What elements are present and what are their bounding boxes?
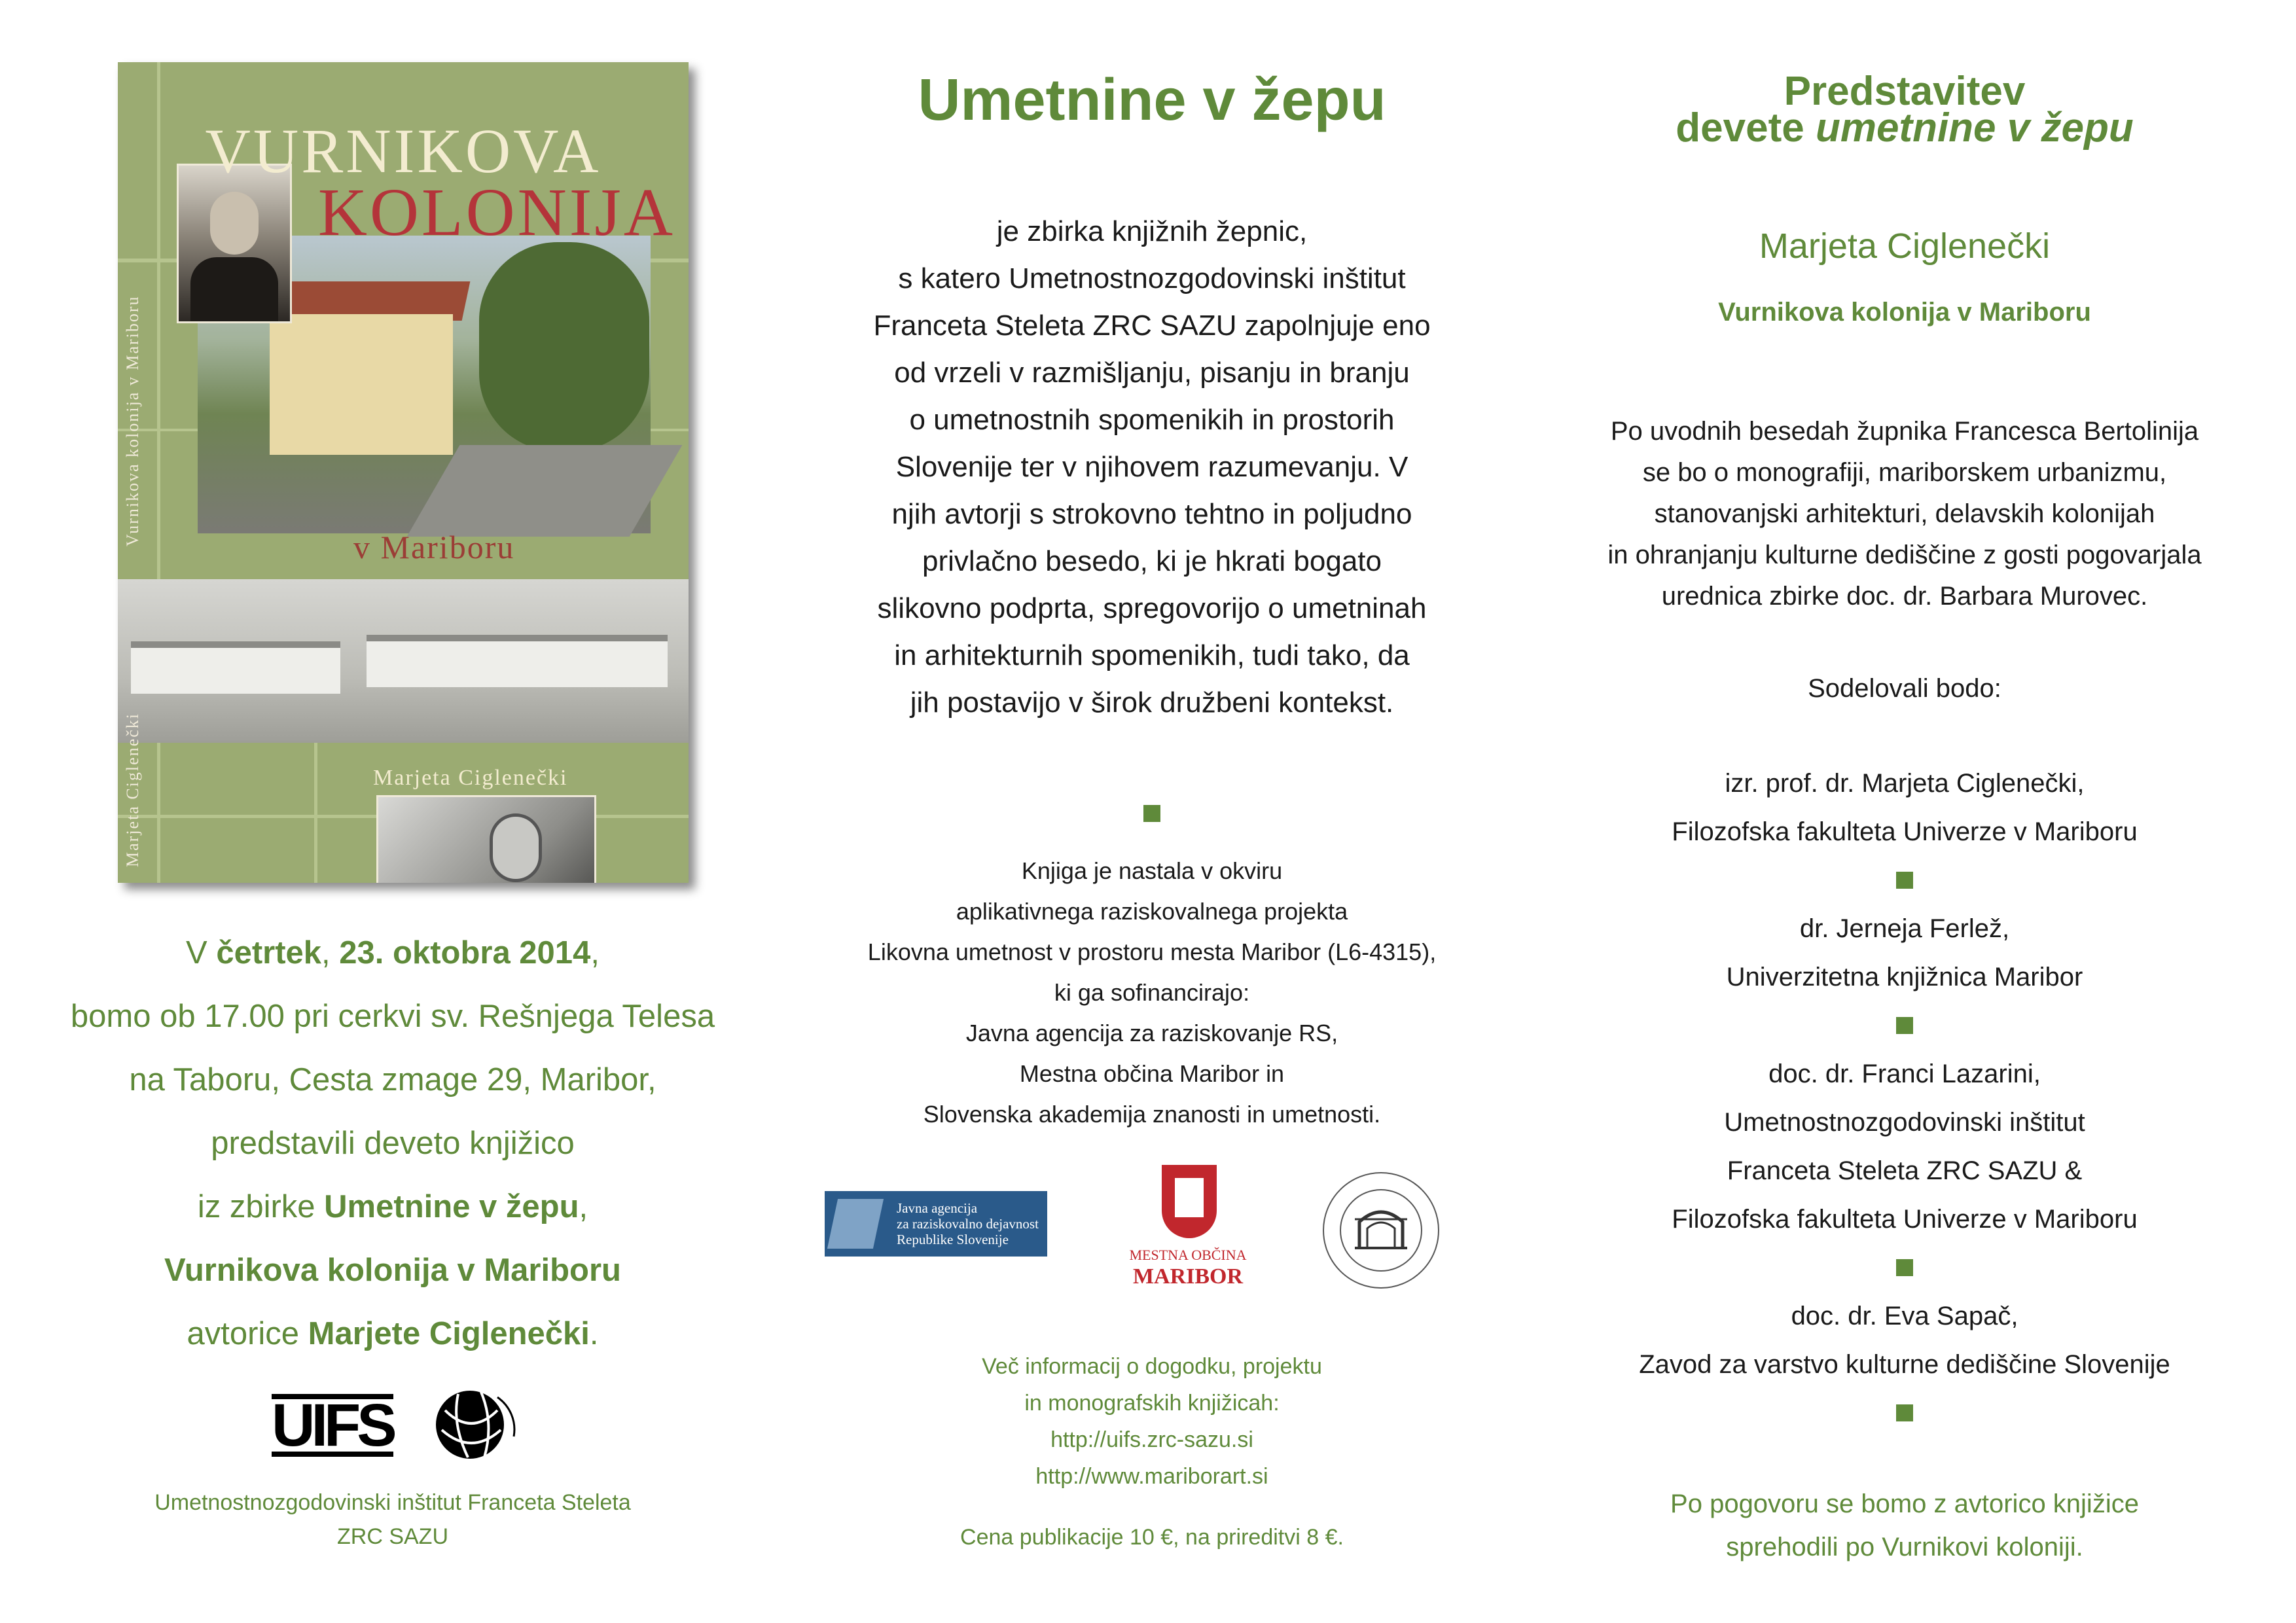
- cover-interior-photo: [376, 795, 596, 883]
- participant-name: izr. prof. dr. Marjeta Ciglenečki,: [1725, 769, 2085, 798]
- arrs-logo: [825, 1191, 1047, 1257]
- house: [270, 314, 453, 455]
- book-cover: [118, 62, 689, 883]
- closing-line: sprehodili po Vurnikovi koloniji.: [1726, 1533, 2083, 1561]
- right-column: [1558, 0, 2251, 1623]
- zrc-sazu-logo: [432, 1384, 517, 1469]
- participant: [1558, 1292, 2251, 1389]
- separator: [1558, 1389, 2251, 1437]
- description-line: Slovenije ter v njihovem razumevanju. V: [895, 451, 1408, 483]
- event-text: avtorice: [187, 1316, 308, 1351]
- arrs-logo-line: za raziskovalno dejavnost: [897, 1216, 1039, 1232]
- arrs-logo-text: [897, 1200, 1039, 1247]
- institute-footer: [26, 1486, 759, 1554]
- intro-line: in ohranjanju kulturne dediščine z gosti pogovarjala: [1607, 541, 2202, 569]
- institute-logos: [26, 1381, 759, 1472]
- sazu-seal-logo: [1319, 1168, 1443, 1293]
- intro-line: stanovanjski arhitekturi, delavskih kolonijah: [1654, 499, 2155, 528]
- event-text: V: [186, 935, 217, 971]
- event-line-time: bomo ob 17.00 pri cerkvi sv. Rešnjega Telesa: [70, 999, 715, 1034]
- description-line: njih avtorji s strokovno tehtno in poljudno: [891, 498, 1412, 530]
- publication-price: Cena publikacije 10 €, na prireditvi 8 €.: [960, 1525, 1344, 1550]
- event-line-date: [26, 921, 759, 985]
- more-info: [805, 1348, 1499, 1495]
- institute-name: Umetnostnozgodovinski inštitut Franceta Steleta: [154, 1490, 631, 1515]
- project-line: Slovenska akademija znanosti in umetnosti.: [923, 1101, 1381, 1128]
- project-line: Knjiga je nastala v okviru: [1021, 857, 1283, 884]
- description-line: slikovno podprta, spregovorijo o umetninah: [877, 592, 1427, 624]
- road: [407, 445, 683, 537]
- participant-affiliation: Zavod za varstvo kulturne dediščine Slovenije: [1639, 1350, 2170, 1379]
- description-line: Franceta Steleta ZRC SAZU zapolnjuje eno: [873, 310, 1431, 342]
- participant-affiliation: Umetnostnozgodovinski inštitut: [1724, 1108, 2085, 1137]
- cover-title-line2: KOLONIJA: [317, 175, 675, 250]
- left-column: [26, 0, 759, 1623]
- description-line: s katero Umetnostnozgodovinski inštitut: [898, 262, 1406, 294]
- project-line: ki ga sofinancirajo:: [1054, 979, 1250, 1006]
- presentation-book-title: Vurnikova kolonija v Mariboru: [1718, 298, 2091, 327]
- project-line: Mestna občina Maribor in: [1019, 1060, 1285, 1087]
- project-line: Javna agencija za raziskovanje RS,: [965, 1020, 1338, 1046]
- cover-panorama-photo: [118, 579, 689, 743]
- presentation-title: [1558, 69, 2251, 151]
- separator: [1558, 1001, 2251, 1050]
- maribor-municipality-logo: [1129, 1165, 1247, 1302]
- row-houses: [131, 641, 340, 694]
- sponsor-logos: [805, 1165, 1499, 1315]
- uifs-logo: UIFS: [272, 1392, 393, 1459]
- description-line: o umetnostnih spomenikih in prostorih: [909, 404, 1395, 436]
- institute-org: ZRC SAZU: [337, 1524, 448, 1549]
- author-name: Marjete Ciglenečki: [308, 1316, 590, 1351]
- separator: [1558, 856, 2251, 904]
- cover-spine-bottom: Marjeta Ciglenečki: [123, 713, 142, 867]
- separator-square: [1896, 1404, 1913, 1421]
- title-text: devete: [1676, 105, 1816, 151]
- description-line: je zbirka knjižnih žepnic,: [996, 215, 1308, 247]
- info-line: Več informacij o dogodku, projektu: [982, 1354, 1322, 1379]
- participant: [1558, 759, 2251, 856]
- event-line-author: [26, 1302, 759, 1366]
- description-line: jih postavijo v širok družbeni kontekst.: [910, 687, 1394, 719]
- event-text: ,: [321, 935, 340, 971]
- participant: [1558, 1050, 2251, 1243]
- mirror: [490, 813, 542, 882]
- project-line: Likovna umetnost v prostoru mesta Maribor (L6-4315),: [867, 938, 1437, 965]
- event-announcement: [26, 921, 759, 1366]
- intro-line: Po uvodnih besedah župnika Francesca Bertolinija: [1610, 417, 2199, 446]
- participants-list: [1558, 759, 2251, 1437]
- project-line: aplikativnega raziskovalnega projekta: [956, 898, 1348, 925]
- cover-title-line1: VURNIKOVA: [205, 116, 601, 186]
- participant-name: doc. dr. Franci Lazarini,: [1768, 1060, 2041, 1088]
- project-info: [805, 851, 1499, 1135]
- event-text: iz zbirke: [197, 1189, 325, 1224]
- title-series-italic: umetnine v žepu: [1815, 105, 2134, 151]
- castle-tower-icon: [1175, 1178, 1204, 1217]
- separator-square: [1143, 805, 1160, 822]
- cover-subtitle: v Mariboru: [353, 529, 515, 565]
- uifs-link[interactable]: http://uifs.zrc-sazu.si: [1050, 1427, 1253, 1452]
- event-line-book-title: Vurnikova kolonija v Mariboru: [164, 1253, 621, 1288]
- participant-affiliation: Univerzitetna knjižnica Maribor: [1726, 963, 2083, 991]
- arrs-logo-line: Republike Slovenije: [897, 1232, 1009, 1247]
- participants-heading: Sodelovali bodo:: [1808, 674, 2001, 703]
- presentation-title-line1: Predstavitev: [1784, 69, 2026, 114]
- portrait-suit: [190, 257, 278, 321]
- event-text: .: [589, 1316, 599, 1351]
- intro-line: se bo o monografiji, mariborskem urbanizmu,: [1642, 458, 2167, 487]
- tree: [479, 242, 649, 452]
- presentation-title-line2: [1558, 105, 2251, 151]
- separator-square: [1896, 1259, 1913, 1276]
- series-description: [805, 208, 1499, 726]
- cover-spine-top: Vurnikova kolonija v Mariboru: [123, 295, 142, 546]
- description-line: privlačno besedo, ki je hkrati bogato: [922, 545, 1382, 577]
- separator-square: [1896, 1017, 1913, 1034]
- cover-portrait-photo: [177, 164, 292, 323]
- middle-column: [805, 0, 1499, 1623]
- description-line: in arhitekturnih spomenikih, tudi tako, da: [894, 639, 1410, 671]
- participant: [1558, 904, 2251, 1001]
- event-line-presentation: predstavili deveto knjižico: [211, 1126, 575, 1161]
- participant-affiliation: Filozofska fakulteta Univerze v Mariboru: [1672, 817, 2138, 846]
- participant-name: doc. dr. Eva Sapač,: [1791, 1302, 2018, 1330]
- cover-author: Marjeta Ciglenečki: [373, 766, 568, 790]
- participant-affiliation: Franceta Steleta ZRC SAZU &: [1727, 1156, 2083, 1185]
- maribor-logo-line2: MARIBOR: [1132, 1264, 1244, 1289]
- participant-name: dr. Jerneja Ferlež,: [1799, 914, 2010, 943]
- event-text: ,: [579, 1189, 588, 1224]
- event-line-address: na Taboru, Cesta zmage 29, Maribor,: [129, 1062, 656, 1097]
- mariborart-link[interactable]: http://www.mariborart.si: [1035, 1464, 1268, 1489]
- event-date: 23. oktobra 2014: [339, 935, 591, 971]
- event-day: četrtek: [216, 935, 322, 971]
- map-line: [314, 743, 317, 883]
- maribor-logo-line1: MESTNA OBČINA: [1129, 1247, 1247, 1263]
- participant-affiliation: Filozofska fakulteta Univerze v Mariboru: [1672, 1205, 2138, 1234]
- description-line: od vrzeli v razmišljanju, pisanju in branju: [894, 357, 1410, 389]
- presentation-author: Marjeta Ciglenečki: [1759, 226, 2051, 266]
- series-title: Umetnine v žepu: [918, 67, 1386, 133]
- separator-square: [1896, 872, 1913, 889]
- event-text: ,: [590, 935, 600, 971]
- closing-line: Po pogovoru se bomo z avtorico knjižice: [1670, 1489, 2139, 1518]
- arrs-mark-icon: [827, 1199, 884, 1249]
- separator: [1558, 1243, 2251, 1292]
- event-line-series: [26, 1175, 759, 1239]
- closing-note: [1558, 1482, 2251, 1569]
- intro-line: urednica zbirke doc. dr. Barbara Murovec.: [1661, 582, 2148, 611]
- presentation-intro: [1558, 411, 2251, 617]
- info-line: in monografskih knjižicah:: [1024, 1391, 1280, 1416]
- series-name: Umetnine v žepu: [324, 1189, 579, 1224]
- portrait-face: [210, 192, 259, 255]
- arrs-logo-line: Javna agencija: [897, 1200, 978, 1216]
- maribor-coat-of-arms-icon: [1162, 1165, 1217, 1238]
- row-houses: [367, 635, 668, 687]
